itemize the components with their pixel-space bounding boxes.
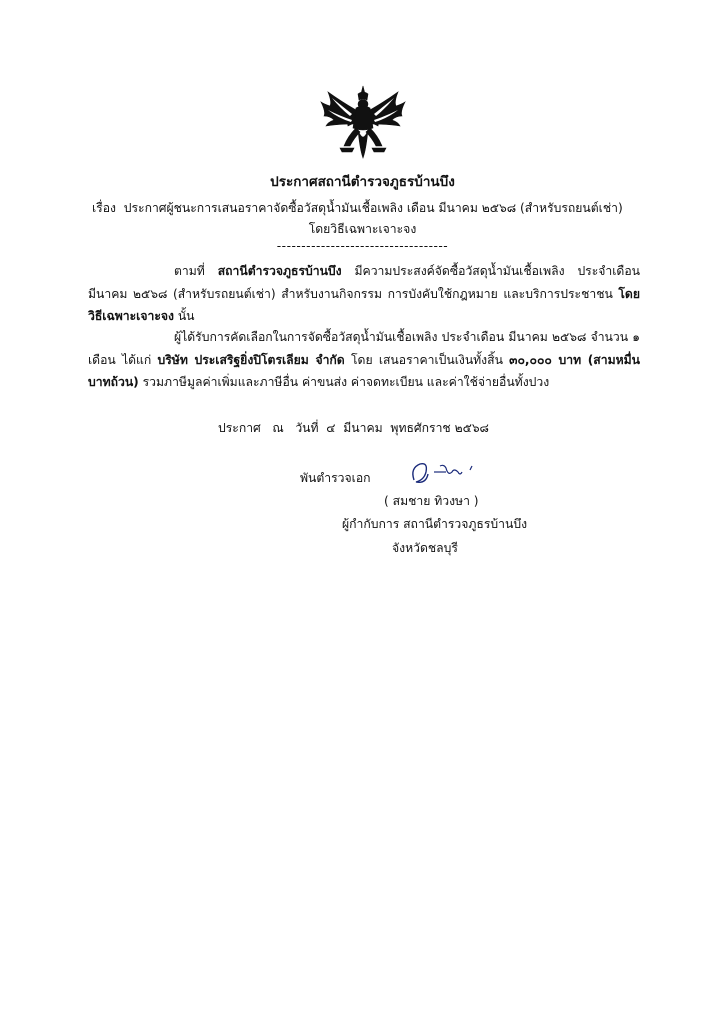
p1-method: โดยวิธีเฉพาะเจาะจง bbox=[88, 286, 640, 323]
subject-text: ประกาศผู้ชนะการเสนอราคาจัดซื้อวัสดุน้ำมันเชื้อเพลิง เดือน มีนาคม ๒๕๖๘ (สำหรับรถยนต์เช่า) bbox=[123, 201, 623, 215]
handwritten-signature-icon bbox=[406, 458, 496, 488]
signatory-position: ผู้กำกับการ สถานีตำรวจภูธรบ้านบึง bbox=[342, 517, 528, 531]
subject-method: โดยวิธีเฉพาะเจาะจง bbox=[308, 222, 417, 236]
p2-text-a: ผู้ได้รับการคัดเลือกในการจัดซื้อวัสดุน้ำมันเชื้อเพลิง ประจำเดือน มีนาคม ๒๕๖๘ จำนวน ๑ เดือน ได้แก่ bbox=[88, 330, 640, 367]
p2-winner-name: บริษัท ประเสริฐยิ่งปิโตรเลียม จำกัด bbox=[157, 352, 345, 367]
p2-text-e: รวมภาษีมูลค่าเพิ่มและภาษีอื่น ค่าขนส่ง ค่าจดทะเบียน และค่าใช้จ่ายอื่นทั้งปวง bbox=[138, 375, 550, 389]
p2-text-c: โดย เสนอราคาเป็นเงินทั้งสิ้น bbox=[344, 352, 510, 367]
subject-line bbox=[92, 200, 623, 216]
signatory-province: จังหวัดชลบุรี bbox=[392, 541, 458, 555]
announcement-title: ประกาศสถานีตำรวจภูธรบ้านบึง bbox=[270, 174, 455, 190]
signatory-name: ( สมชาย ทิวงษา ) bbox=[384, 494, 479, 508]
p1-text-a: ตามที่ bbox=[174, 264, 218, 278]
p1-text-c: มีความประสงค์จัดซื้อวัสดุน้ำมันเชื้อเพลิง ประจำเดือน มีนาคม ๒๕๖๘ (สำหรับรถยนต์เช่า) สำหรับงานกิจกรรม การบังคับใช้กฎหมาย และบริการประชาชน bbox=[88, 264, 640, 301]
garuda-emblem-icon bbox=[318, 84, 408, 160]
p1-agency-name: สถานีตำรวจภูธรบ้านบึง bbox=[217, 264, 342, 278]
body-paragraph-2 bbox=[88, 326, 640, 394]
subject-label: เรื่อง bbox=[92, 201, 116, 215]
announce-date-line: ประกาศ ณ วันที่ ๔ มีนาคม พุทธศักราช ๒๕๖๘ bbox=[218, 421, 489, 435]
signatory-rank: พันตำรวจเอก bbox=[300, 471, 371, 485]
p1-text-e: นั้น bbox=[173, 309, 195, 323]
body-paragraph-1 bbox=[88, 260, 640, 328]
divider-line: ----------------------------------- bbox=[276, 239, 449, 253]
p2-amount: ๓๐,๐๐๐ บาท (สามหมื่นบาทถ้วน) bbox=[88, 352, 640, 389]
